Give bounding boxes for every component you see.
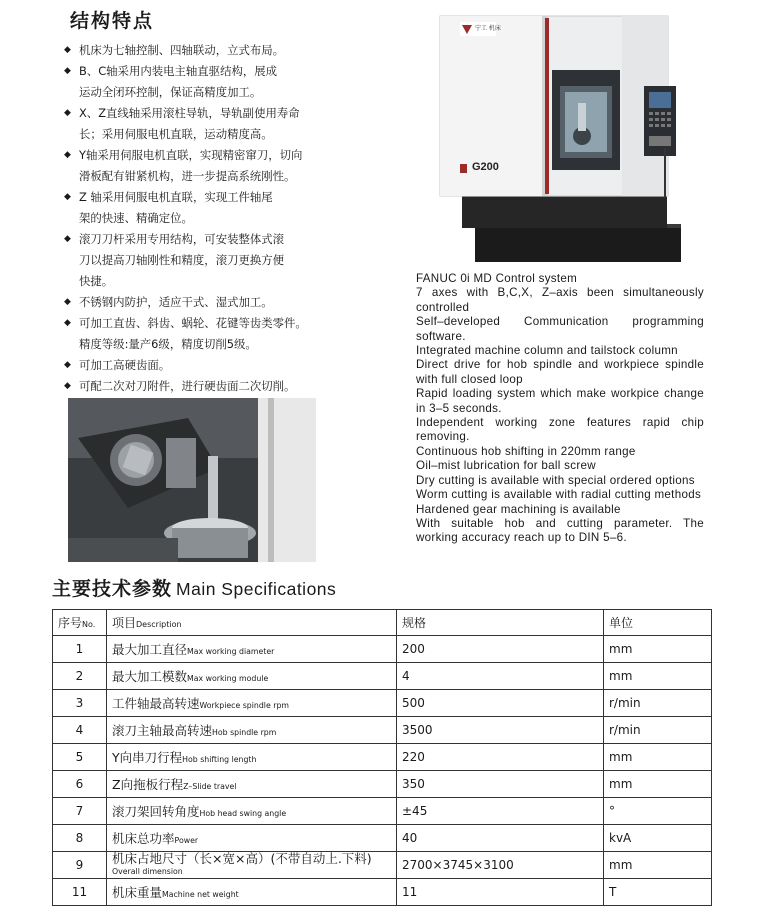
row-spec-value: 2700×3745×3100 xyxy=(397,852,604,879)
specs-title xyxy=(52,574,336,601)
table-row xyxy=(53,825,712,852)
row-unit: ° xyxy=(604,798,712,825)
header-no: 序号No. xyxy=(53,610,107,636)
feature-item xyxy=(64,124,334,145)
row-description: 滚刀主轴最高转速Hob spindle rpm xyxy=(107,717,397,744)
row-description: 最大加工模数Max working module xyxy=(107,663,397,690)
row-number: 1 xyxy=(53,636,107,663)
feature-text: 滚刀刀杆采用专用结构，可安装整体式滚 xyxy=(79,232,285,246)
feature-text: 可配二次对刀附件，进行硬齿面二次切削。 xyxy=(79,379,296,393)
row-number: 9 xyxy=(53,852,107,879)
english-feature: 7 axes with B,C,X, Z–axis been simultaneously controlled xyxy=(416,286,704,314)
row-description: 最大加工直径Max working diameter xyxy=(107,636,397,663)
row-spec-value: 200 xyxy=(397,636,604,663)
feature-text: Y轴采用伺服电机直联，实现精密窜刀，切向 xyxy=(79,148,303,162)
row-spec-value: 220 xyxy=(397,744,604,771)
row-number: 7 xyxy=(53,798,107,825)
table-row xyxy=(53,690,712,717)
feature-text: 机床为七轴控制、四轴联动，立式布局。 xyxy=(79,43,285,57)
row-spec-value: 500 xyxy=(397,690,604,717)
feature-text: Z 轴采用伺服电机直联，实现工件轴尾 xyxy=(79,190,273,204)
structure-title: 结构特点 xyxy=(70,10,155,32)
row-description: 滚刀架回转角度Hob head swing angle xyxy=(107,798,397,825)
row-unit: mm xyxy=(604,852,712,879)
feature-list xyxy=(64,40,334,397)
english-feature: Self–developed Communication programming software. xyxy=(416,315,704,343)
english-feature-list xyxy=(416,272,704,546)
feature-item xyxy=(64,40,334,61)
row-description: 机床重量Machine net weight xyxy=(107,879,397,906)
english-feature: Continuous hob shifting in 220mm range xyxy=(416,444,636,458)
specs-header-row xyxy=(53,610,712,636)
diamond-bullet-icon: ◆ xyxy=(64,108,71,118)
row-unit: r/min xyxy=(604,717,712,744)
table-row xyxy=(53,636,712,663)
feature-item xyxy=(64,271,334,292)
table-row xyxy=(53,852,712,879)
feature-text: 刀以提高刀轴刚性和精度，滚刀更换方便 xyxy=(79,253,285,267)
table-row xyxy=(53,798,712,825)
hob-head-photo xyxy=(68,398,316,562)
row-description: 机床占地尺寸（长×宽×高）(不带自动上.下料) Overall dimension xyxy=(107,852,397,879)
row-unit: mm xyxy=(604,771,712,798)
feature-text: B、C轴采用内装电主轴直驱结构，展成 xyxy=(79,64,278,78)
feature-item xyxy=(64,376,334,397)
header-unit: 单位 xyxy=(604,610,712,636)
table-row xyxy=(53,879,712,906)
row-spec-value: 40 xyxy=(397,825,604,852)
row-number: 2 xyxy=(53,663,107,690)
feature-item xyxy=(64,250,334,271)
feature-text: X、Z直线轴采用滚柱导轨，导轨副使用寿命 xyxy=(79,106,300,120)
header-spec: 规格 xyxy=(397,610,604,636)
table-row xyxy=(53,717,712,744)
feature-text: 快捷。 xyxy=(79,274,114,288)
row-number: 11 xyxy=(53,879,107,906)
diamond-bullet-icon: ◆ xyxy=(64,360,71,370)
diamond-bullet-icon: ◆ xyxy=(64,297,71,307)
diamond-bullet-icon: ◆ xyxy=(64,381,71,391)
row-number: 5 xyxy=(53,744,107,771)
row-unit: mm xyxy=(604,636,712,663)
table-row xyxy=(53,771,712,798)
row-spec-value: 3500 xyxy=(397,717,604,744)
english-feature: Independent working zone features rapid chip removing. xyxy=(416,416,704,444)
specs-table xyxy=(52,609,712,906)
machine-photo xyxy=(400,8,696,266)
feature-item xyxy=(64,292,334,313)
table-row xyxy=(53,663,712,690)
english-feature: Direct drive for hob spindle and workpiece spindle with full closed loop xyxy=(416,358,704,386)
row-unit: mm xyxy=(604,663,712,690)
english-feature: Integrated machine column and tailstock column xyxy=(416,344,678,358)
specs-title-cn: 主要技术参数 xyxy=(52,578,173,600)
feature-item xyxy=(64,313,334,334)
feature-item xyxy=(64,334,334,355)
diamond-bullet-icon: ◆ xyxy=(64,192,71,202)
row-unit: kvA xyxy=(604,825,712,852)
feature-item xyxy=(64,103,334,124)
row-number: 3 xyxy=(53,690,107,717)
table-row xyxy=(53,744,712,771)
english-feature: Oil–mist lubrication for ball screw xyxy=(416,459,596,473)
diamond-bullet-icon: ◆ xyxy=(64,150,71,160)
row-description: 工件轴最高转速Workpiece spindle rpm xyxy=(107,690,397,717)
diamond-bullet-icon: ◆ xyxy=(64,45,71,55)
feature-text: 长；采用伺服电机直联，运动精度高。 xyxy=(79,127,273,141)
feature-item xyxy=(64,166,334,187)
row-unit: mm xyxy=(604,744,712,771)
feature-item xyxy=(64,187,334,208)
row-spec-value: 350 xyxy=(397,771,604,798)
feature-text: 滑板配有钳紧机构，进一步提高系统刚性。 xyxy=(79,169,296,183)
feature-item xyxy=(64,82,334,103)
row-spec-value: ±45 xyxy=(397,798,604,825)
feature-item xyxy=(64,229,334,250)
feature-item xyxy=(64,145,334,166)
diamond-bullet-icon: ◆ xyxy=(64,318,71,328)
row-description: Z向拖板行程Z–Slide travel xyxy=(107,771,397,798)
feature-item xyxy=(64,208,334,229)
row-number: 6 xyxy=(53,771,107,798)
feature-item xyxy=(64,355,334,376)
feature-text: 可加工高硬齿面。 xyxy=(79,358,171,372)
english-feature: Worm cutting is available with radial cutting methods xyxy=(416,488,702,502)
row-number: 4 xyxy=(53,717,107,744)
english-feature: Rapid loading system which make workpice change in 3–5 seconds. xyxy=(416,387,704,415)
specs-title-en: Main Specifications xyxy=(176,579,337,599)
row-unit: r/min xyxy=(604,690,712,717)
row-unit: T xyxy=(604,879,712,906)
machine-logo-text: 宁工 机床 xyxy=(475,25,501,32)
feature-text: 运动全闭环控制，保证高精度加工。 xyxy=(79,85,262,99)
english-feature: Hardened gear machining is available xyxy=(416,502,621,516)
english-feature: With suitable hob and cutting parameter. The working accuracy reach up to DIN 5–6. xyxy=(416,516,704,545)
feature-item xyxy=(64,61,334,82)
feature-text: 精度等级:量产6级，精度切削5级。 xyxy=(79,337,257,351)
feature-text: 不锈钢内防护，适应干式、湿式加工。 xyxy=(79,295,273,309)
header-item: 项目Description xyxy=(107,610,397,636)
english-feature: Dry cutting is available with special ordered options xyxy=(416,473,695,487)
row-description: 机床总功率Power xyxy=(107,825,397,852)
row-description: Y向串刀行程Hob shifting length xyxy=(107,744,397,771)
row-number: 8 xyxy=(53,825,107,852)
diamond-bullet-icon: ◆ xyxy=(64,234,71,244)
row-spec-value: 11 xyxy=(397,879,604,906)
machine-model-label: G200 xyxy=(472,161,499,173)
row-spec-value: 4 xyxy=(397,663,604,690)
feature-text: 可加工直齿、斜齿、蜗轮、花键等齿类零件。 xyxy=(79,316,307,330)
diamond-bullet-icon: ◆ xyxy=(64,66,71,76)
feature-text: 架的快速、精确定位。 xyxy=(79,211,193,225)
english-feature: FANUC 0i MD Control system xyxy=(416,272,578,285)
